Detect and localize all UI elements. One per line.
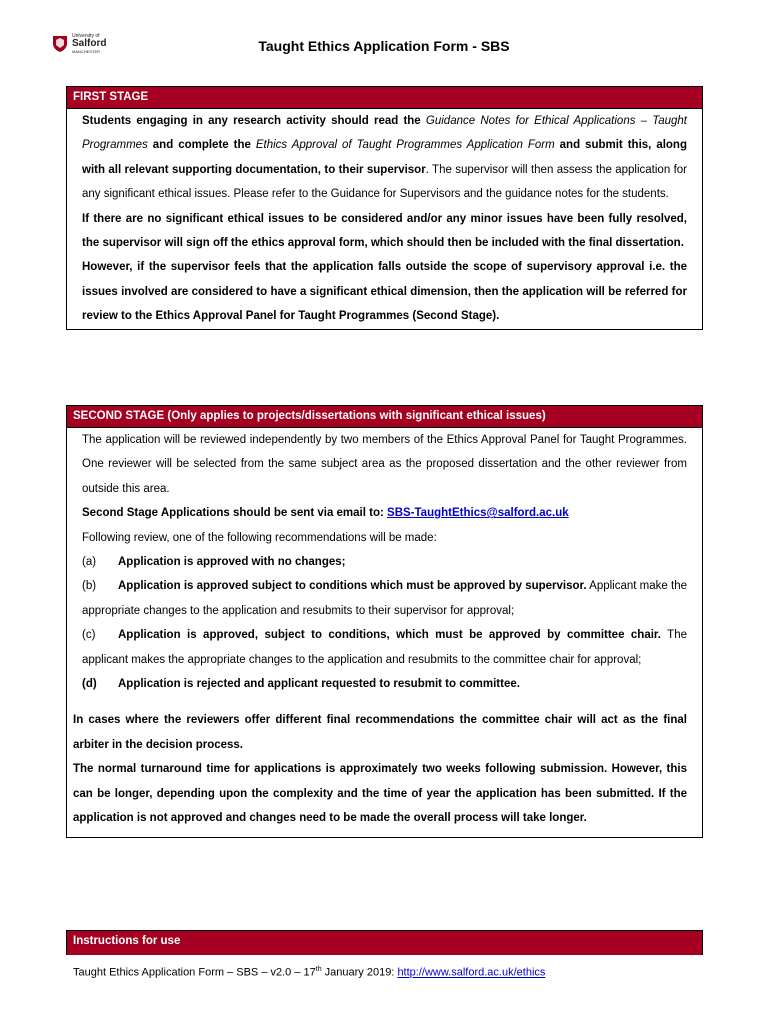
second-stage-paragraph-3: Following review, one of the following recommendations will be made:	[82, 531, 437, 544]
recommendation-c: (c) Application is approved, subject to conditions, which must be approved by committee chair. The applicant makes the appropriate changes to the application and resubmits to the committee chair for approval;	[82, 629, 687, 666]
logo-line-3: MANCHESTER	[72, 49, 101, 54]
second-stage-section	[66, 405, 703, 838]
first-stage-paragraph-1: Students engaging in any research activity should read the Guidance Notes for Ethical Applications – Taught Programmes and complete the Ethics Approval of Taught Programmes Application Form and submit this, along with all relevant supporting documentation, to their supervisor. The supervisor will then assess the application for any significant ethical issues. Please refer to the Guidance for Supervisors and the guidance notes for the students.	[82, 115, 688, 201]
second-stage-body	[67, 428, 702, 702]
second-stage-notes	[67, 702, 702, 836]
first-stage-heading: FIRST STAGE	[67, 87, 702, 109]
second-stage-paragraph-4: In cases where the reviewers offer different final recommendations the committee chair will act as the final arbiter in the decision process.	[73, 714, 687, 751]
second-stage-email-line: Second Stage Applications should be sent via email to: SBS-TaughtEthics@salford.ac.uk	[82, 507, 569, 520]
recommendation-d: (d) Application is rejected and applicant requested to resubmit to committee.	[82, 678, 520, 691]
first-stage-paragraph-2: If there are no significant ethical issues to be considered and/or any minor issues have been fully resolved, the supervisor will sign off the ethics approval form, which should then be included with the final dissertation.	[82, 212, 687, 250]
second-stage-paragraph-5: The normal turnaround time for applications is approximately two weeks following submission. However, this can be longer, depending upon the complexity and the time of year the application has been submitted. If the application is not approved and changes need to be made the overall process will take longer.	[73, 763, 687, 825]
first-stage-section	[66, 86, 703, 330]
logo-line-1: University of	[72, 33, 100, 39]
instructions-section	[66, 930, 703, 955]
ethics-url-link[interactable]: http://www.salford.ac.uk/ethics	[397, 966, 546, 979]
email-link[interactable]: SBS-TaughtEthics@salford.ac.uk	[387, 507, 569, 520]
second-stage-heading: SECOND STAGE (Only applies to projects/dissertations with significant ethical issues)	[67, 406, 702, 428]
instructions-heading: Instructions for use	[67, 931, 702, 955]
second-stage-paragraph-1: The application will be reviewed independently by two members of the Ethics Approval Panel for Taught Programmes. One reviewer will be selected from the same subject area as the proposed dissertation and the other reviewer from outside this area.	[82, 434, 687, 495]
document-title: Taught Ethics Application Form - SBS	[258, 38, 510, 54]
first-stage-body	[67, 109, 702, 329]
footer: Taught Ethics Application Form – SBS – v2.0 – 17th January 2019: http://www.salford.ac.uk/ethics	[73, 966, 546, 979]
first-stage-paragraph-3: However, if the supervisor feels that the application falls outside the scope of supervisory approval i.e. the issues involved are considered to have a significant ethical dimension, then the application will be referred for review to the Ethics Approval Panel for Taught Programmes (Second Stage).	[82, 261, 687, 323]
logo-line-2: Salford	[72, 38, 107, 49]
recommendation-a: (a) Application is approved with no changes;	[82, 556, 346, 569]
recommendation-b: (b) Application is approved subject to conditions which must be approved by supervisor. Applicant make the appropriate changes to the application and resubmits to their supervisor for approval;	[82, 580, 687, 617]
